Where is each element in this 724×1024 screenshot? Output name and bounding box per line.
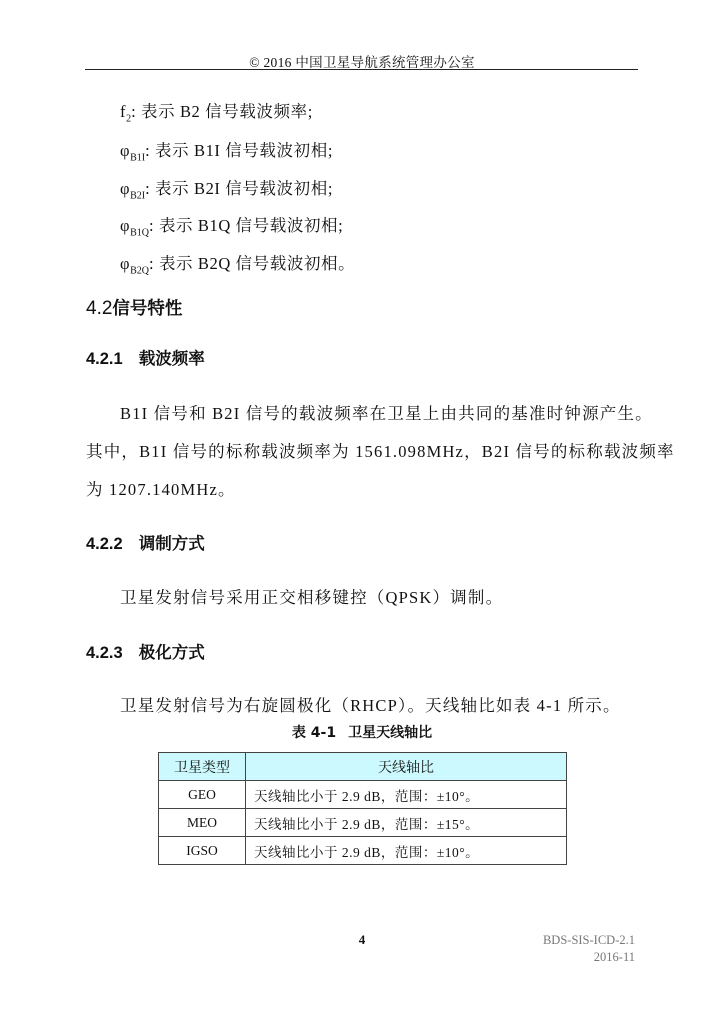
paragraph-line: 卫星发射信号为右旋圆极化（RHCP）。天线轴比如表 4-1 所示。 — [120, 696, 621, 715]
paragraph-line: B1I 信号和 B2I 信号的载波频率在卫星上由共同的基准时钟源产生。 — [120, 404, 653, 423]
header-rule — [85, 69, 638, 70]
definition-phi-b1q: $\varphi_{B1Q}$: 表示 B1Q 信号载波初相; — [120, 216, 344, 239]
page-header: © 2016 中国卫星导航系统管理办公室 — [249, 55, 475, 70]
table-caption: 表 4-1 卫星天线轴比 — [291, 725, 433, 741]
table-header-row — [159, 753, 567, 781]
subsection-heading-modulation: 4.2.2 调制方式 — [86, 534, 205, 553]
table-row — [159, 837, 567, 865]
antenna-axial-ratio-table — [158, 752, 567, 865]
document-date: 2016-11 — [593, 950, 635, 964]
table-row — [159, 781, 567, 809]
page-number: 4 — [358, 932, 366, 947]
section-heading: 4.2信号特性 — [86, 298, 183, 319]
definition-f2: $f_2$: 表示 B2 信号载波频率; — [120, 102, 313, 125]
definition-phi-b2q: $\varphi_{B2Q}$: 表示 B2Q 信号载波初相。 — [120, 254, 356, 277]
subsection-heading-polarization: 4.2.3 极化方式 — [86, 643, 205, 662]
table-row — [159, 809, 567, 837]
subsection-heading-carrier-frequency: 4.2.1 载波频率 — [86, 349, 205, 368]
axial-ratio-cell: 天线轴比小于 2.9 dB，范围：±10°。 — [246, 781, 567, 809]
paragraph-line: 为 1207.140MHz。 — [86, 480, 236, 499]
table-header-cell: 卫星类型 — [159, 753, 246, 781]
axial-ratio-cell: 天线轴比小于 2.9 dB，范围：±10°。 — [246, 837, 567, 865]
table-header-cell: 天线轴比 — [246, 753, 567, 781]
document-code: BDS-SIS-ICD-2.1 — [542, 933, 635, 947]
axial-ratio-cell: 天线轴比小于 2.9 dB，范围：±15°。 — [246, 809, 567, 837]
definition-phi-b1i: $\varphi_{B1I}$: 表示 B1I 信号载波初相; — [120, 141, 334, 164]
paragraph-line: 卫星发射信号采用正交相移键控（QPSK）调制。 — [120, 588, 504, 607]
satellite-type-cell: GEO — [159, 781, 246, 809]
satellite-type-cell: IGSO — [159, 837, 246, 865]
paragraph-line: 其中，B1I 信号的标称载波频率为 1561.098MHz，B2I 信号的标称载波频率 — [86, 442, 675, 461]
satellite-type-cell: MEO — [159, 809, 246, 837]
document-id — [543, 932, 635, 966]
definition-phi-b2i: $\varphi_{B2I}$: 表示 B2I 信号载波初相; — [120, 179, 334, 202]
